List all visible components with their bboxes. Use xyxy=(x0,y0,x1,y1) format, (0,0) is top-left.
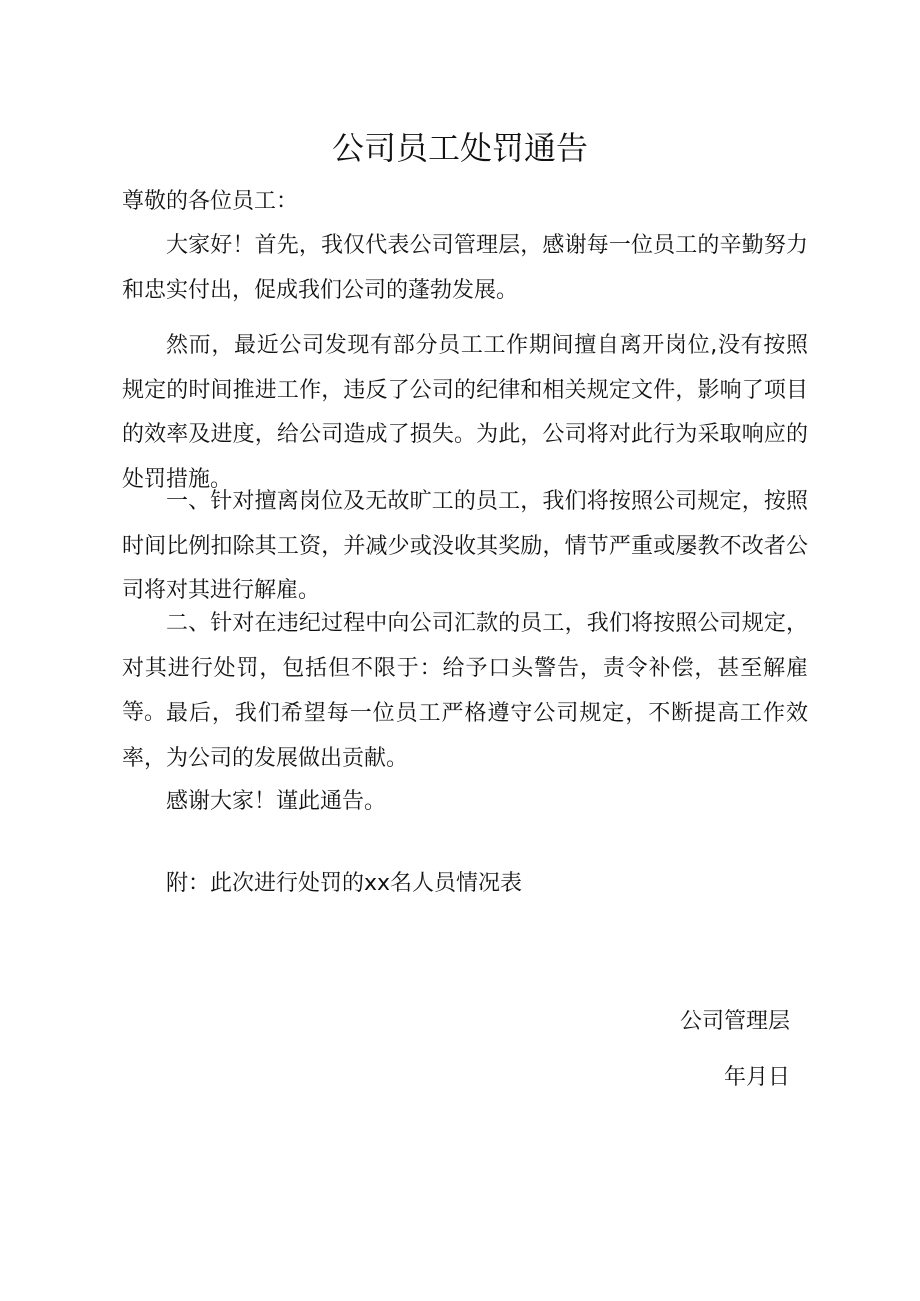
paragraph-closing: 最后，我们希望每一位员工严格遵守公司规定，不断提高工作效率，为公司的发展做出贡献。 xyxy=(122,701,808,771)
signature-date: 年月日 xyxy=(723,1065,790,1090)
paragraph-rule-one: 一、针对擅离岗位及无故旷工的员工，我们将按照公司规定，按照时间比例扣除其工资，并减少或没收其奖励，情节严重或屡教不改者公司将对其进行解雇。 xyxy=(122,489,808,603)
paragraph-rule-two: 二、针对在违纪过程中向公司汇款的员工，我们将按照公司规定，对其进行处罚，包括但不限于：给予口头警告，责令补偿，甚至解雇等。 xyxy=(122,611,808,725)
paragraph-greeting: 大家好！首先，我仅代表公司管理层，感谢每一位员工的辛勤努力和忠实付出，促成我们公司的蓬勃发展。 xyxy=(122,233,808,303)
attachment-note: 附：此次进行处罚的xx名人员情况表 xyxy=(166,871,523,896)
paragraph-issue: 然而，最近公司发现有部分员工工作期间擅自离开岗位,没有按照规定的时间推进工作，违反了公司的纪律和相关规定文件，影响了项目的效率及进度，给公司造成了损失。为此，公司将对此行为采取响应的处罚措施。 xyxy=(122,333,808,492)
salutation: 尊敬的各位员工： xyxy=(122,189,299,214)
page-title: 公司员工处罚通告 xyxy=(331,129,588,167)
signature-organization: 公司管理层 xyxy=(679,1009,790,1034)
paragraph-thanks: 感谢大家！谨此通告。 xyxy=(166,789,387,814)
